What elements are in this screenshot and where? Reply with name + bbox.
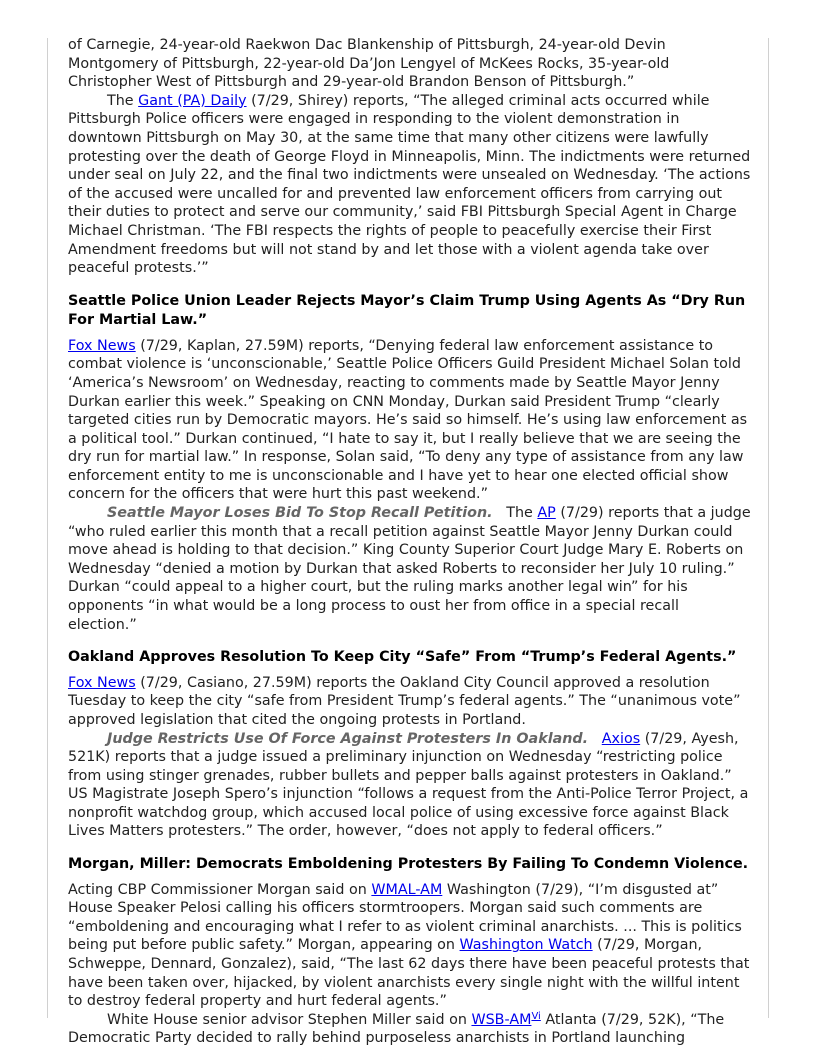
paragraph	[68, 337, 752, 504]
paragraph-text: (7/29, Kaplan, 27.59M) reports, “Denying federal law enforcement assistance to combat violence is ‘unconscionable,’ Seattle Police Officers Guild President Michael Solan told ‘America’s Newsroom’ on Wednesday, reacting to comments made by Seattle Mayor Jenny Durkan earlier this week.” Speaking on CNN Monday, Durkan said President Trump “clearly targeted cities run by Democratic mayors. He’s said so himself. He’s using law enforcement as a political tool.” Durkan continued, “I hate to say it, but I really believe that we are seeing the dry run for martial law.” In response, Solan said, “To deny any type of assistance from any law enforcement entity to me is unconscionable and I have yet to hear one elected official show concern for the officers that were hurt this past weekend.”	[68, 337, 748, 503]
right-margin-rule	[768, 38, 769, 1018]
article-headline: Oakland Approves Resolution To Keep City “Safe” From “Trump’s Federal Agents.”	[68, 649, 737, 666]
fox-news-link[interactable]: Fox News	[68, 674, 136, 691]
subheadline: Judge Restricts Use Of Force Against Protesters In Oakland.	[107, 730, 589, 747]
pittsburgh-section	[68, 36, 752, 278]
paragraph-text: (7/29, Ayesh, 521K) reports that a judge issued a preliminary injunction on Wednesday “restricting police from using stinger grenades, rubber bullets and pepper balls against protesters in Oakland.” US Magistrate Joseph Spero’s injunction “follows a request from the Anti-Police Terror Project, a nonprofit watchdog group, which accused local police of using excessive force against Black Lives Matters protesters.” The order, however, “does not apply to federal officers.”	[68, 730, 749, 840]
paragraph	[68, 674, 752, 730]
paragraph	[68, 730, 752, 842]
seattle-section	[68, 292, 752, 635]
morgan-miller-section	[68, 855, 752, 1048]
article-headline: Seattle Police Union Leader Rejects Mayor’s Claim Trump Using Agents As “Dry Run For Martial Law.”	[68, 292, 746, 329]
paragraph	[68, 92, 752, 278]
paragraph-lead: The	[492, 505, 538, 522]
ap-link[interactable]: AP	[537, 505, 556, 522]
gant-daily-link[interactable]: Gant (PA) Daily	[138, 92, 247, 109]
paragraph	[68, 1011, 752, 1048]
paragraph	[68, 504, 752, 634]
wsb-am-link[interactable]: WSB-AM	[471, 1011, 532, 1028]
oakland-section	[68, 648, 752, 841]
document-body	[68, 36, 752, 1048]
left-margin-rule	[47, 38, 48, 1018]
paragraph-text: Washington (7/29), “I’m disgusted at” House Speaker Pelosi calling his officers stormtroopers. Morgan said such comments are “emboldening and encouraging what I refer to as violent criminal anarchists. ... This is politics being put before public safety.” Morgan, appearing on	[68, 881, 742, 954]
paragraph	[68, 881, 752, 1011]
paragraph-text: (7/29, Casiano, 27.59M) reports the Oakland City Council approved a resolution Tuesday to keep the city “safe from President Trump’s federal agents.” The “unanimous vote” approved legislation that cited the ongoing protests in Portland.	[68, 674, 741, 728]
paragraph-text: (7/29, Shirey) reports, “The alleged criminal acts occurred while Pittsburgh Police officers were engaged in responding to the violent demonstration in downtown Pittsburgh on May 30, at the same time that many other citizens were lawfully protesting over the death of George Floyd in Minneapolis, Minn. The indictments were returned under seal on July 22, and the final two indictments were unsealed on Wednesday. ‘The actions of the accused were uncalled for and prevented law enforcement officers from carrying out their duties to protect and serve our community,’ said FBI Pittsburgh Special Agent in Charge Michael Christman. ‘The FBI respects the rights of people to peacefully exercise their First Amendment freedoms but will not stand by and let those with a violent agenda take over peaceful protests.’”	[68, 92, 751, 277]
paragraph-text: (7/29) reports that a judge “who ruled earlier this month that a recall petition against Seattle Mayor Jenny Durkan could move ahead is holding to that decision.” King County Superior Court Judge Mary E. Roberts on Wednesday “denied a motion by Durkan that asked Roberts to reconsider her July 10 ruling.” Durkan “could appeal to a higher court, but the ruling marks another legal win” for his opponents “in what would be a long process to oust her from office in a special recall election.”	[68, 505, 751, 633]
paragraph-lead: The	[107, 92, 139, 109]
footnote-marker[interactable]: Vi	[531, 1010, 541, 1022]
washington-watch-link[interactable]: Washington Watch	[459, 937, 593, 954]
wmal-am-link[interactable]: WMAL-AM	[371, 881, 443, 898]
paragraph-text: (7/29, Morgan, Schweppe, Dennard, Gonzalez), said, “The last 62 days there have been peaceful protests that have been taken over, hijacked, by violent anarchists every single night with the willful intent to destroy federal property and hurt federal agents.”	[68, 937, 750, 1010]
paragraph-lead: White House senior advisor Stephen Miller said on	[107, 1011, 472, 1028]
axios-link[interactable]: Axios	[601, 730, 641, 747]
fox-news-link[interactable]: Fox News	[68, 337, 136, 354]
subheadline: Seattle Mayor Loses Bid To Stop Recall Petition.	[107, 505, 493, 522]
paragraph-lead: Acting CBP Commissioner Morgan said on	[68, 881, 372, 898]
article-headline: Morgan, Miller: Democrats Emboldening Protesters By Failing To Condemn Violence.	[68, 856, 749, 873]
paragraph-text: Atlanta (7/29, 52K), “The Democratic Party decided to rally behind purposeless anarchists in Portland launching	[68, 1011, 725, 1047]
paragraph-lead	[588, 731, 602, 747]
paragraph: of Carnegie, 24-year-old Raekwon Dac Blankenship of Pittsburgh, 24-year-old Devin Montgomery of Pittsburgh, 22-year-old Da’Jon Lengyel of McKees Rocks, 35-year-old Christopher West of Pittsburgh and 29-year-old Brandon Benson of Pittsburgh.”	[68, 37, 670, 91]
